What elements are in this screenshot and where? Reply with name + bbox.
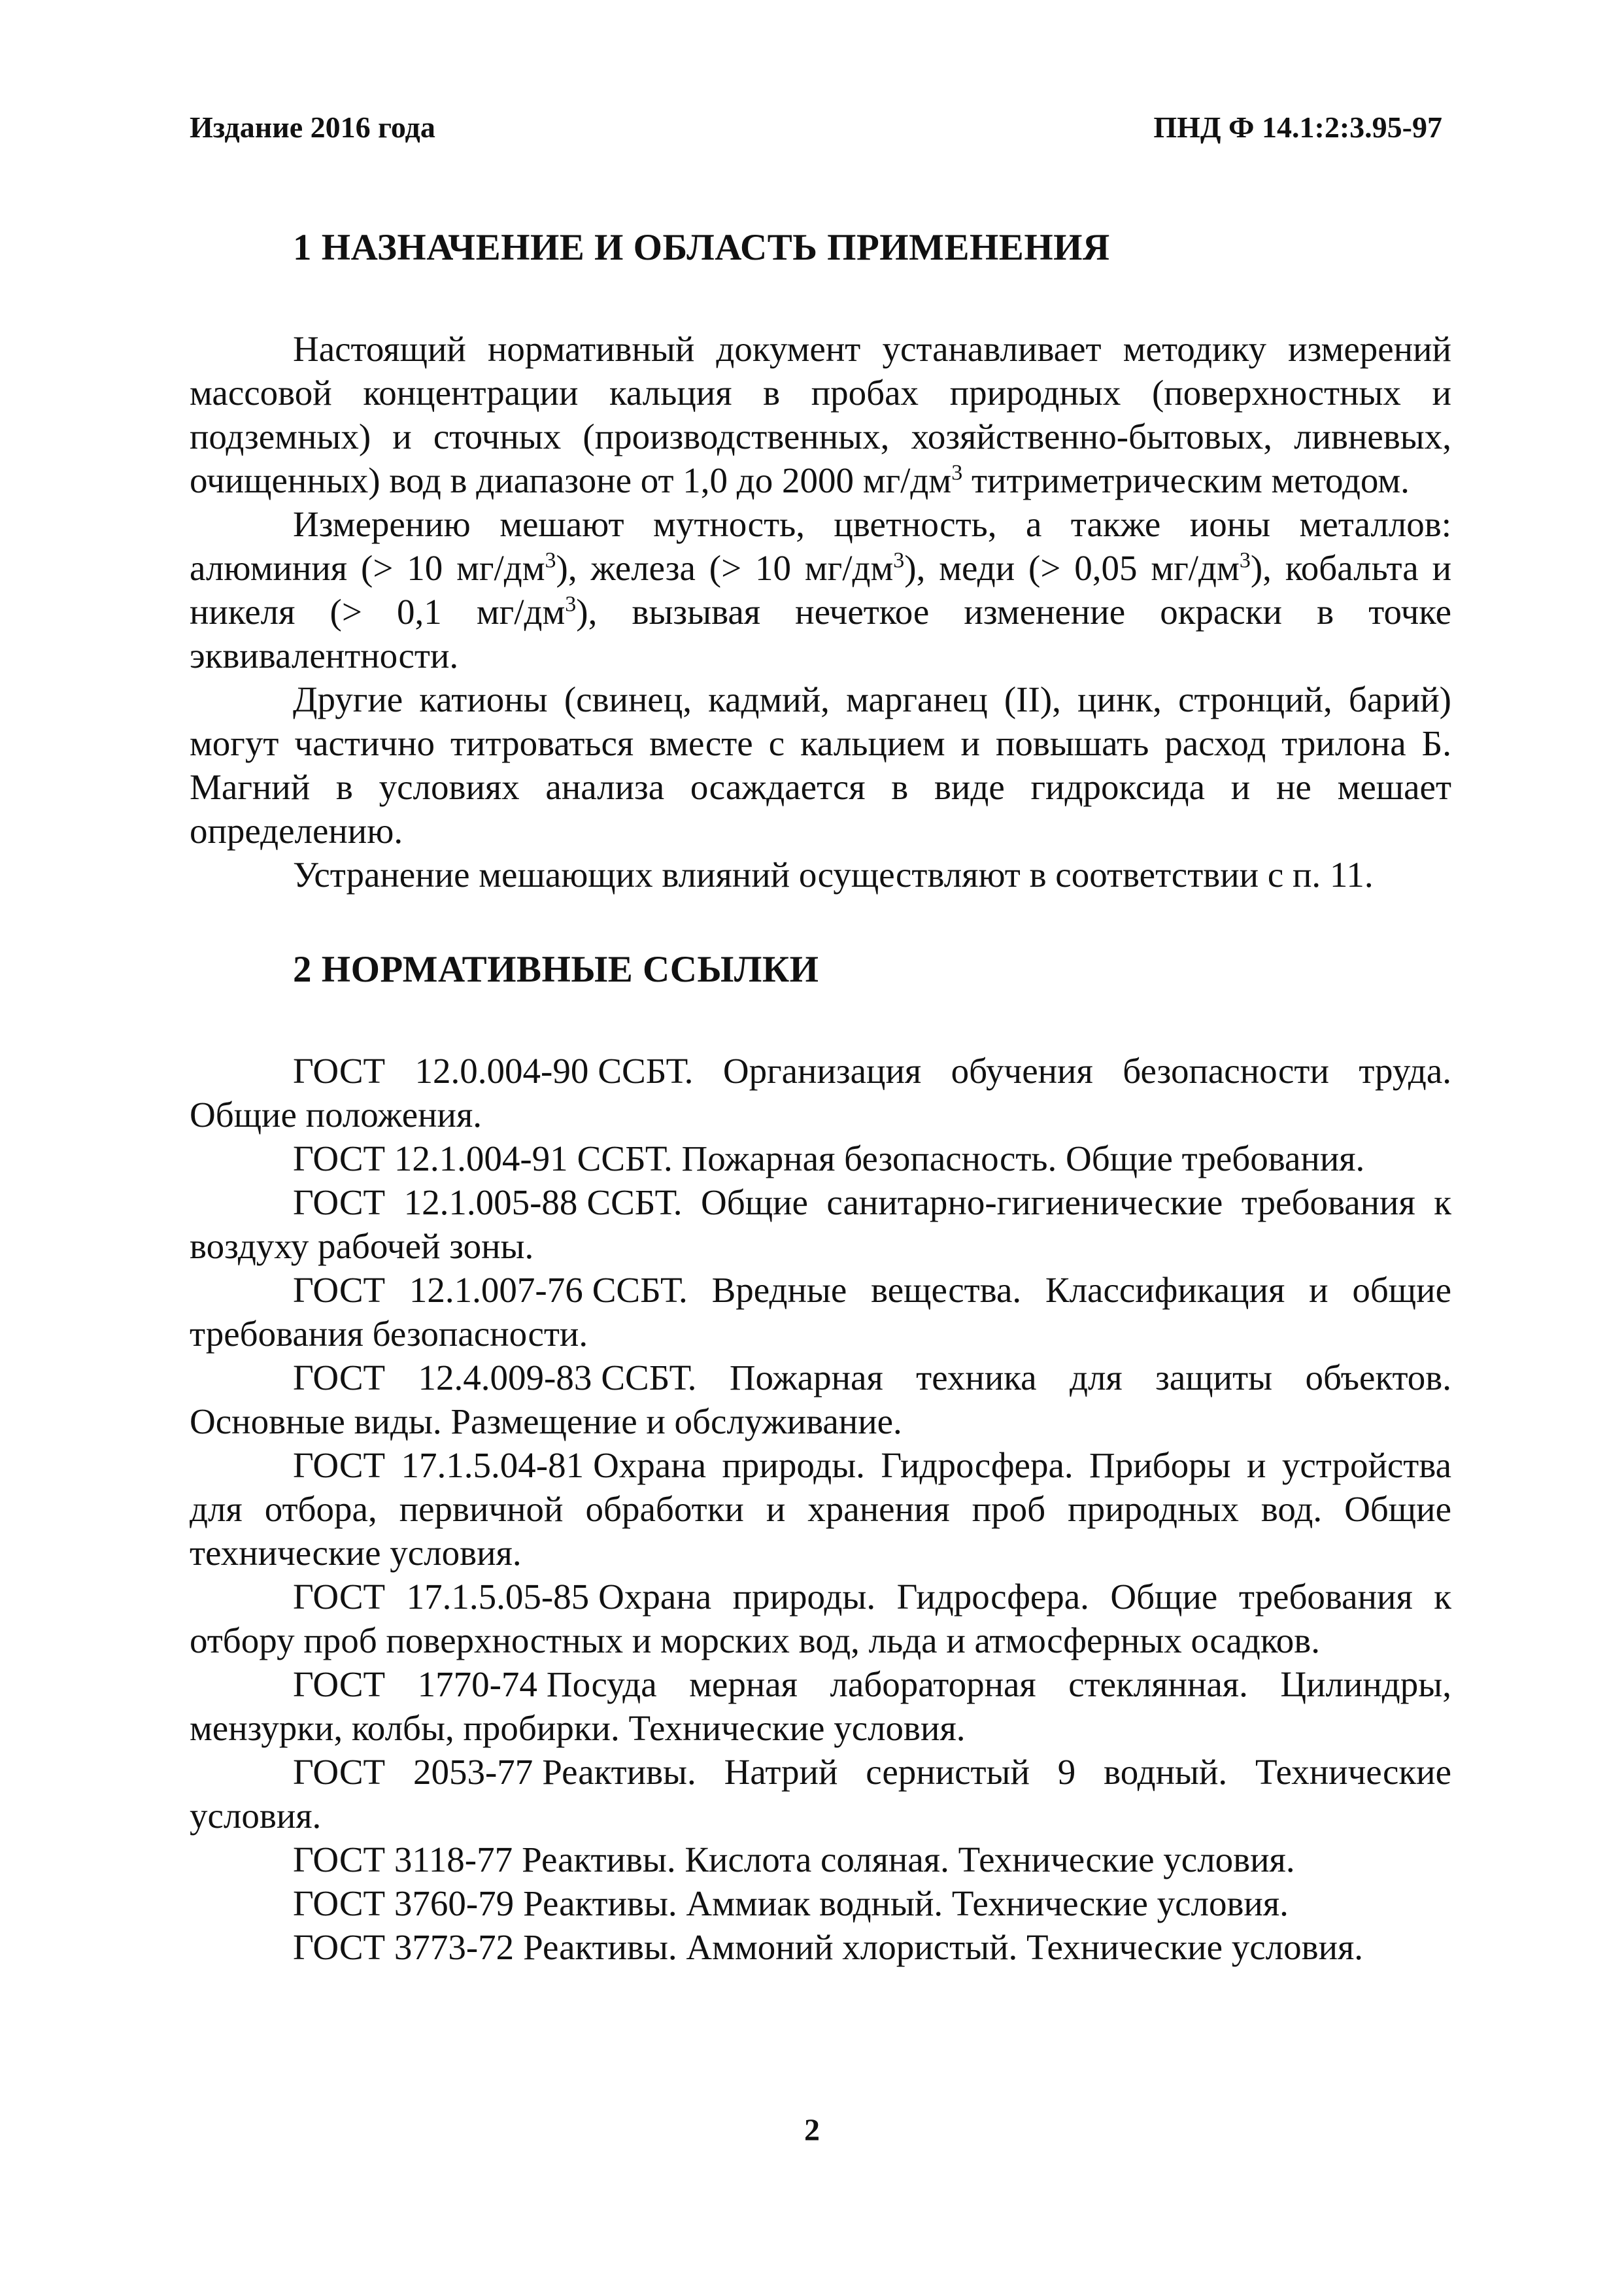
reference-code: ГОСТ 1770-74 <box>293 1664 537 1704</box>
reference-text: ССБТ. Общие санитарно-гигиенические требования к воздуху рабочей зоны. <box>190 1182 1451 1266</box>
reference-code: ГОСТ 3773-72 <box>293 1927 515 1967</box>
section-1-paragraph-2 <box>190 502 1451 677</box>
reference-text: ССБТ. Организация обучения безопасности труда. Общие положения. <box>190 1051 1451 1135</box>
reference-item <box>190 1137 1451 1180</box>
superscript: 3 <box>545 548 556 573</box>
reference-item <box>190 1356 1451 1443</box>
reference-item <box>190 1268 1451 1356</box>
superscript: 3 <box>565 592 577 617</box>
text-span: ), кобальта и никеля (> 0,1 мг/дм <box>190 548 1451 632</box>
reference-item <box>190 1925 1451 1969</box>
reference-item <box>190 1575 1451 1662</box>
text-span: ), вызывая нечеткое изменение окраски в точке эквивалентности. <box>190 592 1452 676</box>
reference-text: Реактивы. Аммоний хлористый. Технические условия. <box>523 1927 1364 1967</box>
references-list <box>190 1049 1451 1969</box>
reference-text: Реактивы. Аммиак водный. Технические условия. <box>523 1883 1289 1923</box>
section-1-title: 1 НАЗНАЧЕНИЕ И ОБЛАСТЬ ПРИМЕНЕНИЯ <box>293 227 1110 268</box>
section-1-paragraph-3: Другие катионы (свинец, кадмий, марганец (II), цинк, стронций, барий) могут частично титроваться вместе с кальцием и повышать расход трилона Б. Магний в условиях анализа осаждается в виде гидроксида и не мешает определению. <box>190 679 1451 851</box>
reference-item <box>190 1443 1451 1575</box>
section-1-paragraph-4: Устранение мешающих влияний осуществляют в соответствии с п. 11. <box>293 855 1374 895</box>
reference-text: Охрана природы. Гидросфера. Приборы и устройства для отбора, первичной обработки и хранения проб природных вод. Общие технические условия. <box>190 1445 1452 1573</box>
reference-text: Реактивы. Кислота соляная. Технические условия. <box>522 1840 1295 1879</box>
reference-code: ГОСТ 3118-77 <box>293 1840 513 1879</box>
reference-item <box>190 1049 1451 1137</box>
text-span: ), меди (> 0,05 мг/дм <box>904 548 1240 588</box>
reference-text: Посуда мерная лабораторная стеклянная. Цилиндры, мензурки, колбы, пробирки. Технические условия. <box>190 1664 1451 1748</box>
reference-code: ГОСТ 12.0.004-90 <box>293 1051 589 1091</box>
reference-code: ГОСТ 17.1.5.04-81 <box>293 1445 584 1485</box>
reference-code: ГОСТ 17.1.5.05-85 <box>293 1577 590 1617</box>
reference-item <box>190 1662 1451 1750</box>
document-code: ПНД Ф 14.1:2:3.95-97 <box>1153 111 1442 144</box>
text-span: ), железа (> 10 мг/дм <box>556 548 894 588</box>
reference-code: ГОСТ 12.1.005-88 <box>293 1182 578 1222</box>
reference-code: ГОСТ 12.4.009-83 <box>293 1358 592 1397</box>
text-span: Настоящий нормативный документ устанавливает методику измерений массовой концентрации кальция в пробах природных (поверхностных и подземных) и сточных (производственных, хозяйственно-бытовых, ливневых, очищенных) вод в диапазоне от 1,0 до 2000 мг/дм <box>190 329 1451 500</box>
superscript: 3 <box>951 460 963 485</box>
text-span: титриметрическим методом. <box>962 460 1410 500</box>
reference-code: ГОСТ 2053-77 <box>293 1752 533 1792</box>
reference-text: ССБТ. Пожарная безопасность. Общие требования. <box>577 1139 1365 1178</box>
reference-item <box>190 1750 1451 1838</box>
reference-code: ГОСТ 12.1.004-91 <box>293 1139 568 1178</box>
page-number: 2 <box>804 2113 820 2148</box>
document-body <box>190 226 1451 1969</box>
reference-text: Реактивы. Натрий сернистый 9 водный. Технические условия. <box>190 1752 1451 1836</box>
reference-text: Охрана природы. Гидросфера. Общие требования к отбору проб поверхностных и морских вод, льда и атмосферных осадков. <box>190 1577 1451 1660</box>
reference-item <box>190 1180 1451 1268</box>
superscript: 3 <box>1239 548 1251 573</box>
reference-code: ГОСТ 3760-79 <box>293 1883 515 1923</box>
text-span: Измерению мешают мутность, цветность, а также ионы металлов: алюминия (> 10 мг/дм <box>190 504 1451 588</box>
reference-code: ГОСТ 12.1.007-76 <box>293 1270 583 1310</box>
reference-text: ССБТ. Вредные вещества. Классификация и общие требования безопасности. <box>190 1270 1451 1354</box>
superscript: 3 <box>893 548 905 573</box>
reference-item <box>190 1881 1451 1925</box>
section-2-title: 2 НОРМАТИВНЫЕ ССЫЛКИ <box>293 949 819 990</box>
reference-text: ССБТ. Пожарная техника для защиты объектов. Основные виды. Размещение и обслуживание. <box>190 1358 1451 1441</box>
edition-label: Издание 2016 года <box>190 111 435 144</box>
section-1-paragraph-1 <box>190 327 1451 502</box>
reference-item <box>190 1838 1451 1881</box>
